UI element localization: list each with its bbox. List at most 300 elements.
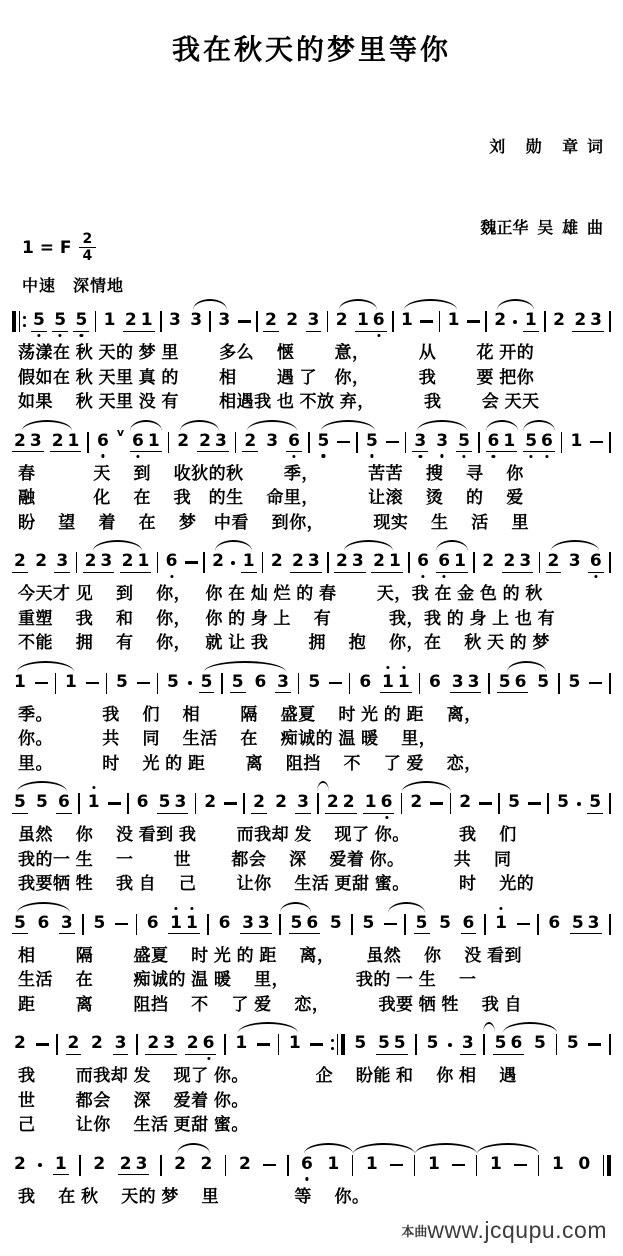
barline <box>157 673 159 694</box>
note: 5 <box>14 792 26 813</box>
slur-arc <box>353 1143 416 1154</box>
note: 2 <box>35 551 48 571</box>
barline <box>78 793 80 814</box>
slur-arc <box>193 299 227 310</box>
note: 1 6 <box>355 311 387 331</box>
breath-mark: v <box>116 425 124 439</box>
notation-line <box>8 901 615 944</box>
note: 2 <box>494 310 507 330</box>
note: 2 <box>14 1033 26 1053</box>
note: 2 <box>275 792 287 812</box>
notation-line <box>8 419 615 462</box>
barline <box>327 552 329 573</box>
note: 3 <box>114 1033 127 1054</box>
note: 1 <box>327 1153 340 1174</box>
slur-arc <box>507 661 547 672</box>
note: 1 <box>65 671 77 692</box>
barline <box>488 673 490 694</box>
notation-line <box>8 780 615 823</box>
barline <box>483 1034 485 1055</box>
note: 2 <box>265 310 277 331</box>
notation-line <box>8 298 615 341</box>
note: 2 <box>212 551 224 571</box>
barline <box>408 552 410 573</box>
note: 2 <box>335 310 348 330</box>
barline <box>136 1034 138 1055</box>
note: 6 <box>218 912 231 933</box>
barline <box>405 432 407 453</box>
credits <box>480 80 603 296</box>
duration-dash <box>467 320 480 322</box>
barline <box>498 793 500 814</box>
barline <box>539 552 541 573</box>
duration-dash <box>514 1164 527 1166</box>
song-title: 我在秋天的梦里等你 <box>171 34 451 65</box>
note: 2 1 <box>124 310 153 331</box>
note: 5 5 <box>377 1033 406 1054</box>
note: 5 <box>415 912 428 933</box>
note: 2 3 <box>292 551 320 572</box>
barline <box>351 914 353 935</box>
barline <box>609 311 611 332</box>
slur-arc <box>483 1022 495 1033</box>
note: 6 1 <box>436 552 468 572</box>
note: 6 <box>299 1155 315 1176</box>
note: 2 <box>67 1033 80 1054</box>
note: 5 6 <box>498 671 527 692</box>
barline <box>157 552 159 573</box>
note: 2 <box>286 310 299 330</box>
barline <box>419 673 421 694</box>
note: 2 <box>200 1153 213 1174</box>
note: 2 3 <box>147 1033 176 1054</box>
barline <box>484 914 486 935</box>
barline <box>352 1155 354 1176</box>
duration-dash <box>479 802 492 804</box>
barline <box>95 311 97 332</box>
note: 5 <box>456 432 472 452</box>
music-system <box>8 780 615 897</box>
barline <box>356 432 358 453</box>
note: 2 <box>482 551 495 571</box>
slur-arc <box>415 1143 478 1154</box>
note: 5 6 <box>523 432 555 452</box>
watermark-site: www.jcqupu.com <box>427 1217 607 1243</box>
music-system <box>8 419 615 536</box>
lyric-line: 假如在 秋 天里 真 的 相 遇 了 你， 我 要 把你 <box>18 367 535 387</box>
barline <box>609 552 611 573</box>
duration-dash <box>185 561 198 563</box>
note: 2 <box>553 310 565 330</box>
note: 1 <box>401 310 413 330</box>
barline <box>450 793 452 814</box>
barline <box>203 552 205 573</box>
duration-dash <box>384 923 397 925</box>
note: 1 <box>552 1153 564 1174</box>
note: 2 2 <box>326 792 355 813</box>
barline <box>609 1034 611 1055</box>
note: 2 <box>270 551 283 571</box>
barline <box>195 793 197 814</box>
tempo-marking: 中速 深情地 <box>22 278 125 295</box>
note: 2 <box>14 551 26 572</box>
note: 1 <box>14 671 26 692</box>
slur-arc <box>339 299 378 310</box>
note: 3 <box>412 432 428 452</box>
barline <box>106 673 108 694</box>
slur-arc <box>486 420 518 431</box>
slur-arc <box>477 1143 540 1154</box>
note: 5 3 <box>571 912 600 933</box>
note: 2 <box>177 430 190 451</box>
meter-denominator: 4 <box>82 248 93 264</box>
barline <box>317 793 319 814</box>
lyric-line: 季。 我 们 相 隔 盛夏 时 光 的 距 离， <box>18 704 482 724</box>
barline <box>414 1155 416 1176</box>
augmentation-dot <box>38 1163 42 1167</box>
note: 2 <box>459 792 472 812</box>
note: 1 6 <box>363 793 395 813</box>
barline <box>279 914 281 935</box>
note: 5 <box>14 912 26 933</box>
note: 6 <box>548 912 561 933</box>
barline <box>278 1034 280 1055</box>
note: 5 <box>231 671 244 692</box>
note: 2 6 <box>185 1034 217 1054</box>
note: 1 <box>103 310 116 330</box>
note: 1 <box>86 793 102 814</box>
barline <box>415 1034 417 1055</box>
lyric-line: 里。 时 光 的 距 离 阻挡 不 了 爱 恋， <box>18 753 482 773</box>
lyric-line: 我的一 生 一 世 都会 深 爱着 你。 共 同 <box>18 849 512 869</box>
note: 2 3 <box>84 551 113 572</box>
duration-dash <box>224 802 237 804</box>
slur-arc <box>17 902 70 913</box>
slur-arc <box>417 420 467 431</box>
lyric-line: 己 让你 生活 更甜 蜜。 <box>18 1115 249 1134</box>
note: 2 3 <box>119 1153 148 1174</box>
barline <box>127 793 129 814</box>
note: 5 <box>93 912 106 933</box>
duration-dash <box>115 923 128 925</box>
note: 0 <box>578 1153 591 1174</box>
lyric-line: 盼 望 着 在 梦 中看 到你， 现实 生 活 里 <box>18 512 530 532</box>
barline <box>544 311 546 332</box>
barline <box>262 552 264 573</box>
duration-dash <box>452 1164 465 1166</box>
note: 6 <box>95 432 111 453</box>
note: 2 3 <box>14 430 42 451</box>
note: 1 <box>54 1153 67 1174</box>
note: 1 <box>570 430 583 451</box>
note: 3 <box>568 551 581 571</box>
note: 6 <box>58 792 70 813</box>
lyric-line: 今天才 见 到 你， 你 在 灿 烂 的 春 天，我 在 金 色 的 秋 <box>18 584 543 603</box>
note: 2 1 <box>51 430 80 451</box>
note: 1 1 <box>168 914 200 934</box>
note: 1 <box>235 1033 248 1053</box>
note: 3 <box>218 310 231 330</box>
slur-arc <box>238 1022 298 1033</box>
note: 2 <box>14 1153 26 1174</box>
note: 5 <box>439 912 451 933</box>
note: 1 <box>524 310 537 331</box>
slur-arc <box>177 1143 210 1154</box>
duration-dash <box>589 682 602 684</box>
duration-dash <box>310 1043 323 1045</box>
lyric-line: 不能 拥 有 你， 就 让 我 拥 抱 你，在 秋 天 的 梦 <box>18 633 550 652</box>
music-system <box>8 539 615 656</box>
note: 5 <box>316 432 332 453</box>
music-system <box>8 660 615 777</box>
augmentation-dot <box>448 1043 452 1047</box>
duration-dash <box>35 682 48 684</box>
barline <box>538 1155 540 1176</box>
watermark <box>8 1213 615 1250</box>
note: 1 <box>427 1153 440 1174</box>
duration-dash <box>137 682 150 684</box>
duration-dash <box>517 923 530 925</box>
note: 5 <box>508 792 520 812</box>
watermark-prefix: 本曲 <box>401 1224 428 1239</box>
note: 6 <box>254 671 267 692</box>
duration-dash <box>108 802 121 804</box>
meter-numerator: 2 <box>79 231 97 248</box>
barline <box>609 432 611 453</box>
lyric-line: 生活 在 痴诚的 温 暖 里， 我的 一 生 一 <box>18 970 477 989</box>
slur-arc <box>280 902 312 913</box>
note: 6 <box>286 432 302 452</box>
duration-dash <box>36 1043 49 1045</box>
note: 6 <box>429 671 441 692</box>
notation-line <box>8 660 615 703</box>
duration-dash <box>386 441 399 443</box>
barline <box>609 793 611 814</box>
barline <box>473 552 475 573</box>
note: 1 <box>288 1033 301 1053</box>
note: 1 <box>365 1153 378 1174</box>
barline <box>76 552 78 573</box>
header-meta <box>8 80 615 298</box>
barline <box>609 914 611 935</box>
note: 6 <box>136 792 149 812</box>
barline <box>256 311 258 332</box>
note: 5 <box>426 1033 439 1053</box>
note: 2 <box>91 1033 103 1053</box>
note: 5 <box>568 671 581 692</box>
barline <box>160 1155 162 1176</box>
note: 2 <box>93 1153 106 1174</box>
note: 2 3 <box>336 551 364 572</box>
slur-arc <box>215 540 252 551</box>
lyric-line: 春 天 到 收狄的秋 季， 苦苦 搜 寻 你 <box>18 463 524 483</box>
barline <box>287 1155 289 1176</box>
barline <box>327 311 329 332</box>
duration-dash <box>588 1043 601 1045</box>
lyric-line: 重塑 我 和 你， 你 的 身 上 有 我，我 的 身 上 也 有 <box>18 608 556 628</box>
note: 5 <box>566 1033 579 1053</box>
slur-arc <box>22 420 73 431</box>
note: 1 <box>493 914 509 935</box>
note: 2 3 <box>574 310 602 331</box>
note: 5 <box>52 311 68 331</box>
note: 2 3 <box>503 551 532 572</box>
note: 1 <box>489 1153 502 1174</box>
note: 2 1 <box>121 551 150 572</box>
note: 6 1 <box>486 432 518 452</box>
note: 5 <box>200 671 213 692</box>
repeat-start-barline <box>12 311 26 332</box>
barline <box>547 793 549 814</box>
augmentation-dot <box>188 681 192 685</box>
barline <box>207 914 209 935</box>
note: 2 3 <box>199 430 227 451</box>
note: 3 <box>56 551 69 572</box>
note: 5 <box>362 912 375 933</box>
note: 1 <box>447 310 460 330</box>
note: 5 <box>308 671 321 692</box>
duration-dash <box>390 1164 403 1166</box>
lyric-line: 荡漾在 秋 天的 梦 里 多么 惬 意， 从 花 开的 <box>18 343 535 362</box>
slur-arc <box>247 420 297 431</box>
note: 5 3 <box>158 792 187 813</box>
composer-credit: 魏正华 吴 雄 曲 <box>480 220 603 237</box>
duration-dash <box>337 441 350 443</box>
slur-arc <box>551 540 599 551</box>
barline <box>243 793 245 814</box>
slur-arc <box>503 1022 558 1033</box>
barline <box>55 673 57 694</box>
lyric-line: 我 而我却 发 现了 你。 企 盼能 和 你 相 遇 <box>18 1066 517 1085</box>
note: 2 <box>253 792 265 813</box>
note: 6 1 <box>130 432 162 452</box>
note: 5 <box>537 671 550 692</box>
lyric-line: 世 都会 深 爱着 你。 <box>18 1090 249 1110</box>
slur-arc <box>402 781 452 792</box>
barline <box>56 1034 58 1055</box>
slur-arc <box>317 781 329 792</box>
barline <box>221 673 223 694</box>
time-signature <box>79 231 97 264</box>
slur-arc <box>93 540 143 551</box>
note: 3 <box>168 310 181 330</box>
barline <box>160 311 162 332</box>
note: 3 3 <box>451 671 480 692</box>
note: 6 <box>164 552 180 573</box>
key-signature <box>22 231 124 264</box>
slur-arc <box>436 540 468 551</box>
note: 1 <box>242 551 255 572</box>
barline <box>556 1034 558 1055</box>
slur-arc <box>204 661 286 672</box>
note: 5 6 <box>494 1033 523 1054</box>
note: 5 <box>534 1033 546 1053</box>
duration-dash <box>430 802 443 804</box>
slur-arc <box>344 540 394 551</box>
note: 6 <box>415 552 431 573</box>
slur-arc <box>404 299 457 310</box>
note: 5 <box>36 792 48 812</box>
barline <box>298 673 300 694</box>
note: 5 <box>116 671 128 692</box>
lyricist-credit: 刘 勋 章 词 <box>489 139 603 156</box>
augmentation-dot <box>513 320 517 324</box>
duration-dash <box>263 1164 276 1166</box>
duration-dash <box>86 682 99 684</box>
note: 2 <box>239 1153 251 1174</box>
barline <box>561 432 563 453</box>
note: 3 <box>190 310 203 330</box>
note: 5 <box>73 311 89 331</box>
duration-dash <box>238 320 251 322</box>
slur-arc <box>17 661 74 672</box>
slur-arc <box>388 902 425 913</box>
note: 3 <box>297 792 309 813</box>
note: 6 <box>146 912 159 933</box>
note: 3 <box>307 310 320 331</box>
slur-arc <box>180 420 220 431</box>
note: 2 <box>204 792 217 812</box>
note: 5 <box>557 792 569 812</box>
key-label: 1 = F <box>22 237 72 258</box>
lyric-line: 相 隔 盛夏 时 光 的 距 离， 虽然 你 没 看到 <box>18 945 522 965</box>
note: 2 1 <box>373 551 401 572</box>
slur-arc <box>321 420 375 431</box>
lyric-line: 我 在 秋 天的 梦 里 等 你。 <box>18 1186 370 1206</box>
duration-dash <box>420 320 433 322</box>
music-system <box>8 901 615 1018</box>
note: 2 <box>174 1153 186 1174</box>
lyric-line: 如果 秋 天里 没 有 相遇我 也 不放 弃， 我 会 天天 <box>18 392 540 411</box>
duration-dash <box>528 802 541 804</box>
note: 6 <box>37 912 50 933</box>
notation-line <box>8 1021 615 1064</box>
note: 2 <box>410 792 423 812</box>
note: 3 <box>277 671 290 692</box>
note: 3 <box>60 912 73 933</box>
barline <box>485 311 487 332</box>
note: 5 <box>354 1033 367 1053</box>
note: 5 <box>329 912 342 933</box>
lyric-line: 融 化 在 我 的生 命里， 让滚 烫 的 爱 <box>18 488 524 507</box>
barline <box>235 432 237 453</box>
barline <box>558 673 560 694</box>
barline <box>349 673 351 694</box>
barline <box>168 432 170 453</box>
repeat-end-barline <box>331 1034 345 1055</box>
slur-arc <box>523 420 555 431</box>
barline <box>82 914 84 935</box>
barline <box>439 311 441 332</box>
barline <box>224 1034 226 1055</box>
barline <box>537 914 539 935</box>
note: 3 <box>266 430 279 451</box>
note: 5 <box>31 311 47 331</box>
final-barline <box>603 1155 611 1176</box>
lyric-line: 虽然 你 没 看到 我 而我却 发 现了 你。 我 们 <box>18 825 517 844</box>
note: 5 <box>167 671 179 692</box>
slur-arc <box>497 299 534 310</box>
music-system <box>8 1021 615 1138</box>
note: 2 <box>244 430 257 451</box>
barline <box>136 914 138 935</box>
augmentation-dot <box>577 802 581 806</box>
barline <box>478 432 480 453</box>
barline <box>404 914 406 935</box>
note: 5 6 <box>290 912 319 933</box>
note: 6 <box>588 552 604 572</box>
barline <box>392 311 394 332</box>
